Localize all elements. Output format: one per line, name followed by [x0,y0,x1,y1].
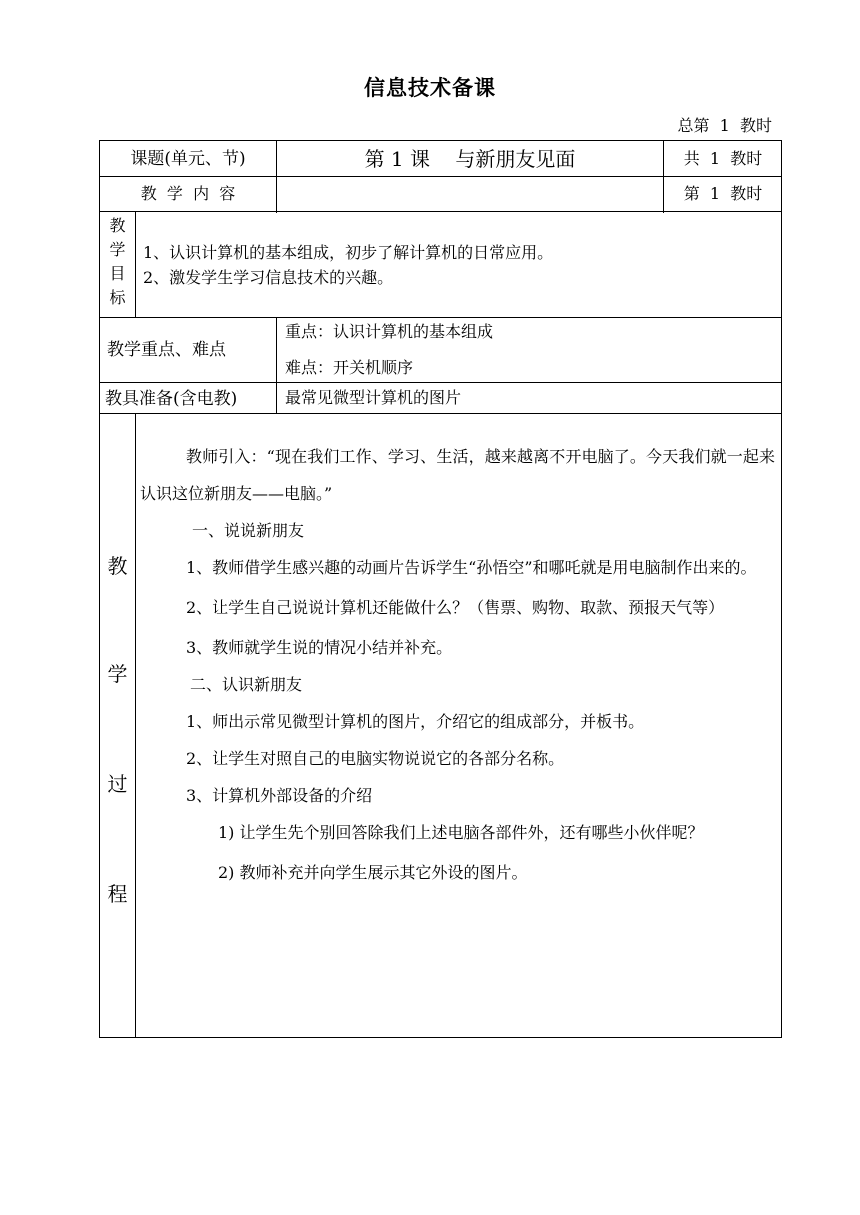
focus-key-point: 重点：认识计算机的基本组成 [285,322,494,341]
process-item: 3、计算机外部设备的介绍 [186,786,373,805]
intro-paragraph: 教师引入：“现在我们工作、学习、生活，越来越离不开电脑了。今天我们就一起来认识这位新朋友——电脑。” [140,447,775,503]
column-divider [276,317,277,414]
goals-label [100,214,135,310]
tools-value: 最常见微型计算机的图片 [285,388,462,407]
total-hours: 共 1 教时 [683,149,763,168]
column-divider [135,413,136,1038]
column-divider [135,211,136,318]
goal-item: 2、激发学生学习信息技术的兴趣。 [143,268,394,287]
process-label-char: 学 [107,662,128,686]
process-item: 2、让学生自己说说计算机还能做什么？（售票、购物、取款、预报天气等） [186,598,725,617]
process-item: 2、让学生对照自己的电脑实物说说它的各部分名称。 [186,749,565,768]
goals-label-char: 教 [109,216,126,235]
row-divider [99,317,782,318]
total-lesson-count: 总第 1 教时 [677,116,772,135]
goal-item: 1、认识计算机的基本组成，初步了解计算机的日常应用。 [143,243,554,262]
process-label-char: 教 [107,554,128,578]
section-heading: 一、说说新朋友 [192,521,305,540]
process-subitem: 1) 让学生先个别回答除我们上述电脑各部件外，还有哪些小伙伴呢？ [218,823,704,842]
process-item: 3、教师就学生说的情况小结并补充。 [186,638,453,657]
goals-label-char: 目 [109,264,126,283]
topic-label: 课题(单元、节) [130,149,246,169]
process-item: 1、师出示常见微型计算机的图片，介绍它的组成部分，并板书。 [186,712,645,731]
topic-value: 第 1 课 与新朋友见面 [364,147,576,171]
row-divider [99,176,782,177]
row-divider [99,413,782,414]
goals-label-char: 学 [109,240,126,259]
section-heading: 二、认识新朋友 [190,675,303,694]
process-subitem: 2) 教师补充并向学生展示其它外设的图片。 [218,863,528,882]
goals-label-char: 标 [109,288,126,307]
process-item: 1、教师借学生感兴趣的动画片告诉学生“孙悟空”和哪吒就是用电脑制作出来的。 [186,558,757,577]
goals-list [143,240,553,290]
process-label-char: 程 [107,882,128,906]
row-divider [99,211,782,212]
tools-label: 教具准备(含电教) [105,389,238,409]
row-divider [99,382,782,383]
current-hour: 第 1 教时 [683,184,763,203]
process-content [140,438,775,891]
content-label: 教 学 内 容 [140,184,236,203]
document-title: 信息技术备课 [364,76,496,100]
focus-difficult-point: 难点：开关机顺序 [285,358,414,377]
focus-label: 教学重点、难点 [107,340,226,360]
process-label-char: 过 [107,772,128,796]
